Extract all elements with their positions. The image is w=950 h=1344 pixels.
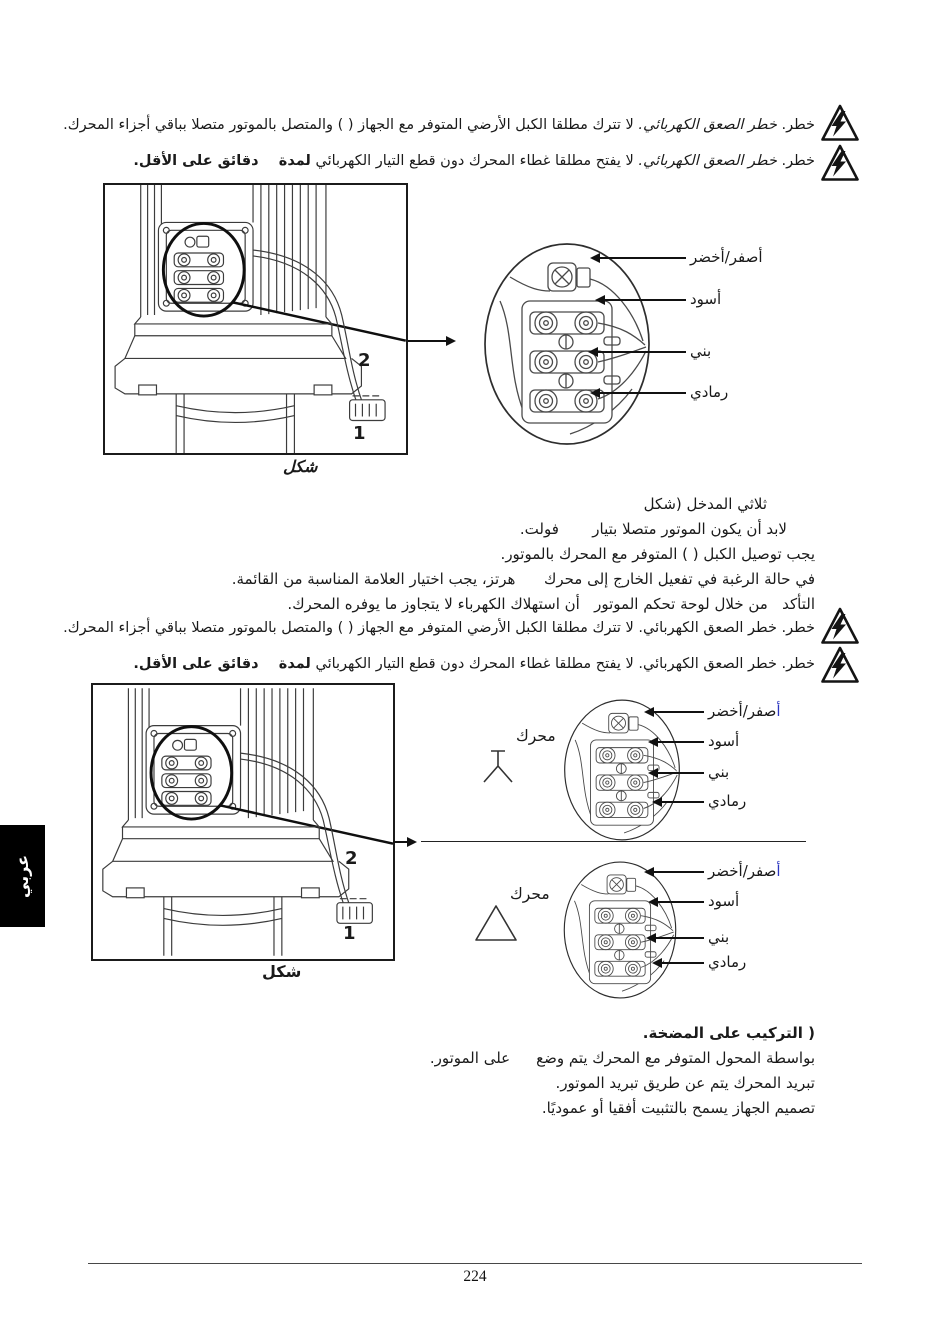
body-line: تبريد المحرك يتم عن طريق تبريد الموتور. <box>555 1074 815 1092</box>
terminal-box-detail-star <box>560 698 684 842</box>
label-arrow <box>650 901 704 903</box>
warning-bold-duration: لمدة دقائق على الأقل. <box>133 656 311 672</box>
body-line: بواسطة المحول المتوفر مع المحرك يتم وضععلى الموتور. <box>429 1049 815 1067</box>
label-arrow <box>650 772 704 774</box>
body-line: تصميم الجهاز يسمح بالتثبيت أفقيا أو عموديًا. <box>541 1099 815 1117</box>
page-number: 224 <box>463 1268 487 1285</box>
label-arrow <box>646 711 704 713</box>
body-line: في حالة الرغبة في تفعيل الخارج إلى محرك هرتز، يجب اختيار العلامة المناسبة من القائمة. <box>231 570 815 588</box>
warning-hazard-text: خطر الصعق الكهربائي. <box>638 656 777 672</box>
high-voltage-warning-icon <box>820 645 860 685</box>
figure-1-frame <box>103 183 408 455</box>
pump-illustration <box>93 685 393 959</box>
warning-body-text: لا يفتح مطلقا غطاء المحرك دون قطع التيار الكهربائي <box>315 153 634 169</box>
star-connection-icon <box>478 746 518 786</box>
pump-install-section <box>90 1021 815 1121</box>
body-line: التأكد من خلال لوحة تحكم الموتور أن استهلاك الكهرباء لا يتجاوز ما يوفره المحرك. <box>287 595 815 613</box>
terminal-box-detail <box>482 241 652 447</box>
label-arrow <box>650 741 704 743</box>
motor-label-delta: محرك <box>510 885 550 903</box>
figure-1-caption: شكل <box>283 457 318 476</box>
warning-line-2 <box>133 653 815 675</box>
figure-2-callout-2: 2 <box>345 848 358 869</box>
warning-body-text: لا تترك مطلقا الكبل الأرضي المتوفر مع الجهاز ( ) والمتصل بالموتور متصلا بباقي أجزاء المحرك. <box>63 620 634 636</box>
label-arrow <box>654 962 704 964</box>
terminal-box-detail-delta <box>557 860 683 1000</box>
figure-2-frame <box>91 683 395 961</box>
figure-2-pointer-arrow <box>393 841 415 843</box>
wire-label-yellow-green: أصفر/أخضر <box>690 248 763 266</box>
section-heading: ( التركيب على المضخة. <box>642 1024 815 1042</box>
high-voltage-warning-icon <box>820 606 860 646</box>
footer-rule <box>88 1263 862 1264</box>
language-tab-label: عربي <box>12 854 32 898</box>
warning-hazard-text: خطر الصعق الكهربائي. <box>638 117 777 133</box>
wire-label-yellow-green: أصفر/أخضر <box>708 702 781 720</box>
wire-label-gray: رمادي <box>708 792 747 810</box>
wire-label-brown: بني <box>690 342 712 360</box>
wire-label-brown: بني <box>708 928 730 946</box>
warning-hazard-text: خطر الصعق الكهربائي. <box>638 620 777 636</box>
wire-label-brown: بني <box>708 763 730 781</box>
wire-label-black: أسود <box>708 732 740 750</box>
high-voltage-warning-icon <box>820 103 860 143</box>
label-arrow <box>590 351 686 353</box>
high-voltage-warning-icon <box>820 143 860 183</box>
label-arrow <box>592 257 686 259</box>
label-arrow <box>592 392 686 394</box>
wire-label-gray: رمادي <box>690 383 729 401</box>
figure-1-callout-1: 1 <box>353 423 366 444</box>
warning-body-text: لا تترك مطلقا الكبل الأرضي المتوفر مع الجهاز ( ) والمتصل بالموتور متصلا بباقي أجزاء المحرك. <box>63 117 634 133</box>
label-arrow <box>648 937 704 939</box>
warning-body-text: لا يفتح مطلقا غطاء المحرك دون قطع التيار الكهربائي <box>315 656 634 672</box>
motor-label-star: محرك <box>516 727 556 745</box>
label-arrow <box>654 801 704 803</box>
wire-label-first-letter: أ <box>776 702 781 720</box>
section-heading: ثلاثي المدخل (شكل <box>643 495 767 513</box>
label-arrow <box>646 871 704 873</box>
warning-line-2 <box>133 150 815 172</box>
body-line: يجب توصيل الكبل ( ) المتوفر مع المحرك بالموتور. <box>500 545 815 563</box>
figure-2-callout-1: 1 <box>343 923 356 944</box>
warning-prefix: خطر. <box>781 620 815 636</box>
figure-2-caption: شكل <box>262 962 302 981</box>
figure-1-callout-2: 2 <box>358 350 371 371</box>
figure-1-pointer-arrow <box>408 340 454 342</box>
warning-prefix: خطر. <box>781 117 815 133</box>
label-arrow <box>597 299 686 301</box>
pump-illustration <box>105 185 406 453</box>
warning-bold-duration: لمدة دقائق على الأقل. <box>133 153 311 169</box>
warning-line-1 <box>63 617 815 639</box>
warning-line-1 <box>63 114 815 136</box>
wire-label-yellow-green: أصفر/أخضر <box>708 862 781 880</box>
three-phase-section <box>90 492 815 617</box>
wire-label-black: أسود <box>708 892 740 910</box>
delta-connection-icon <box>473 903 519 943</box>
warning-prefix: خطر. <box>781 656 815 672</box>
wire-label-black: أسود <box>690 290 722 308</box>
body-line: لابد أن يكون الموتور متصلا بتيار فولت. <box>519 520 787 538</box>
warning-hazard-text: خطر الصعق الكهربائي. <box>638 153 777 169</box>
wire-label-first-letter: أ <box>776 862 781 880</box>
warning-prefix: خطر. <box>781 153 815 169</box>
wire-label-gray: رمادي <box>708 953 747 971</box>
language-tab <box>0 825 45 927</box>
